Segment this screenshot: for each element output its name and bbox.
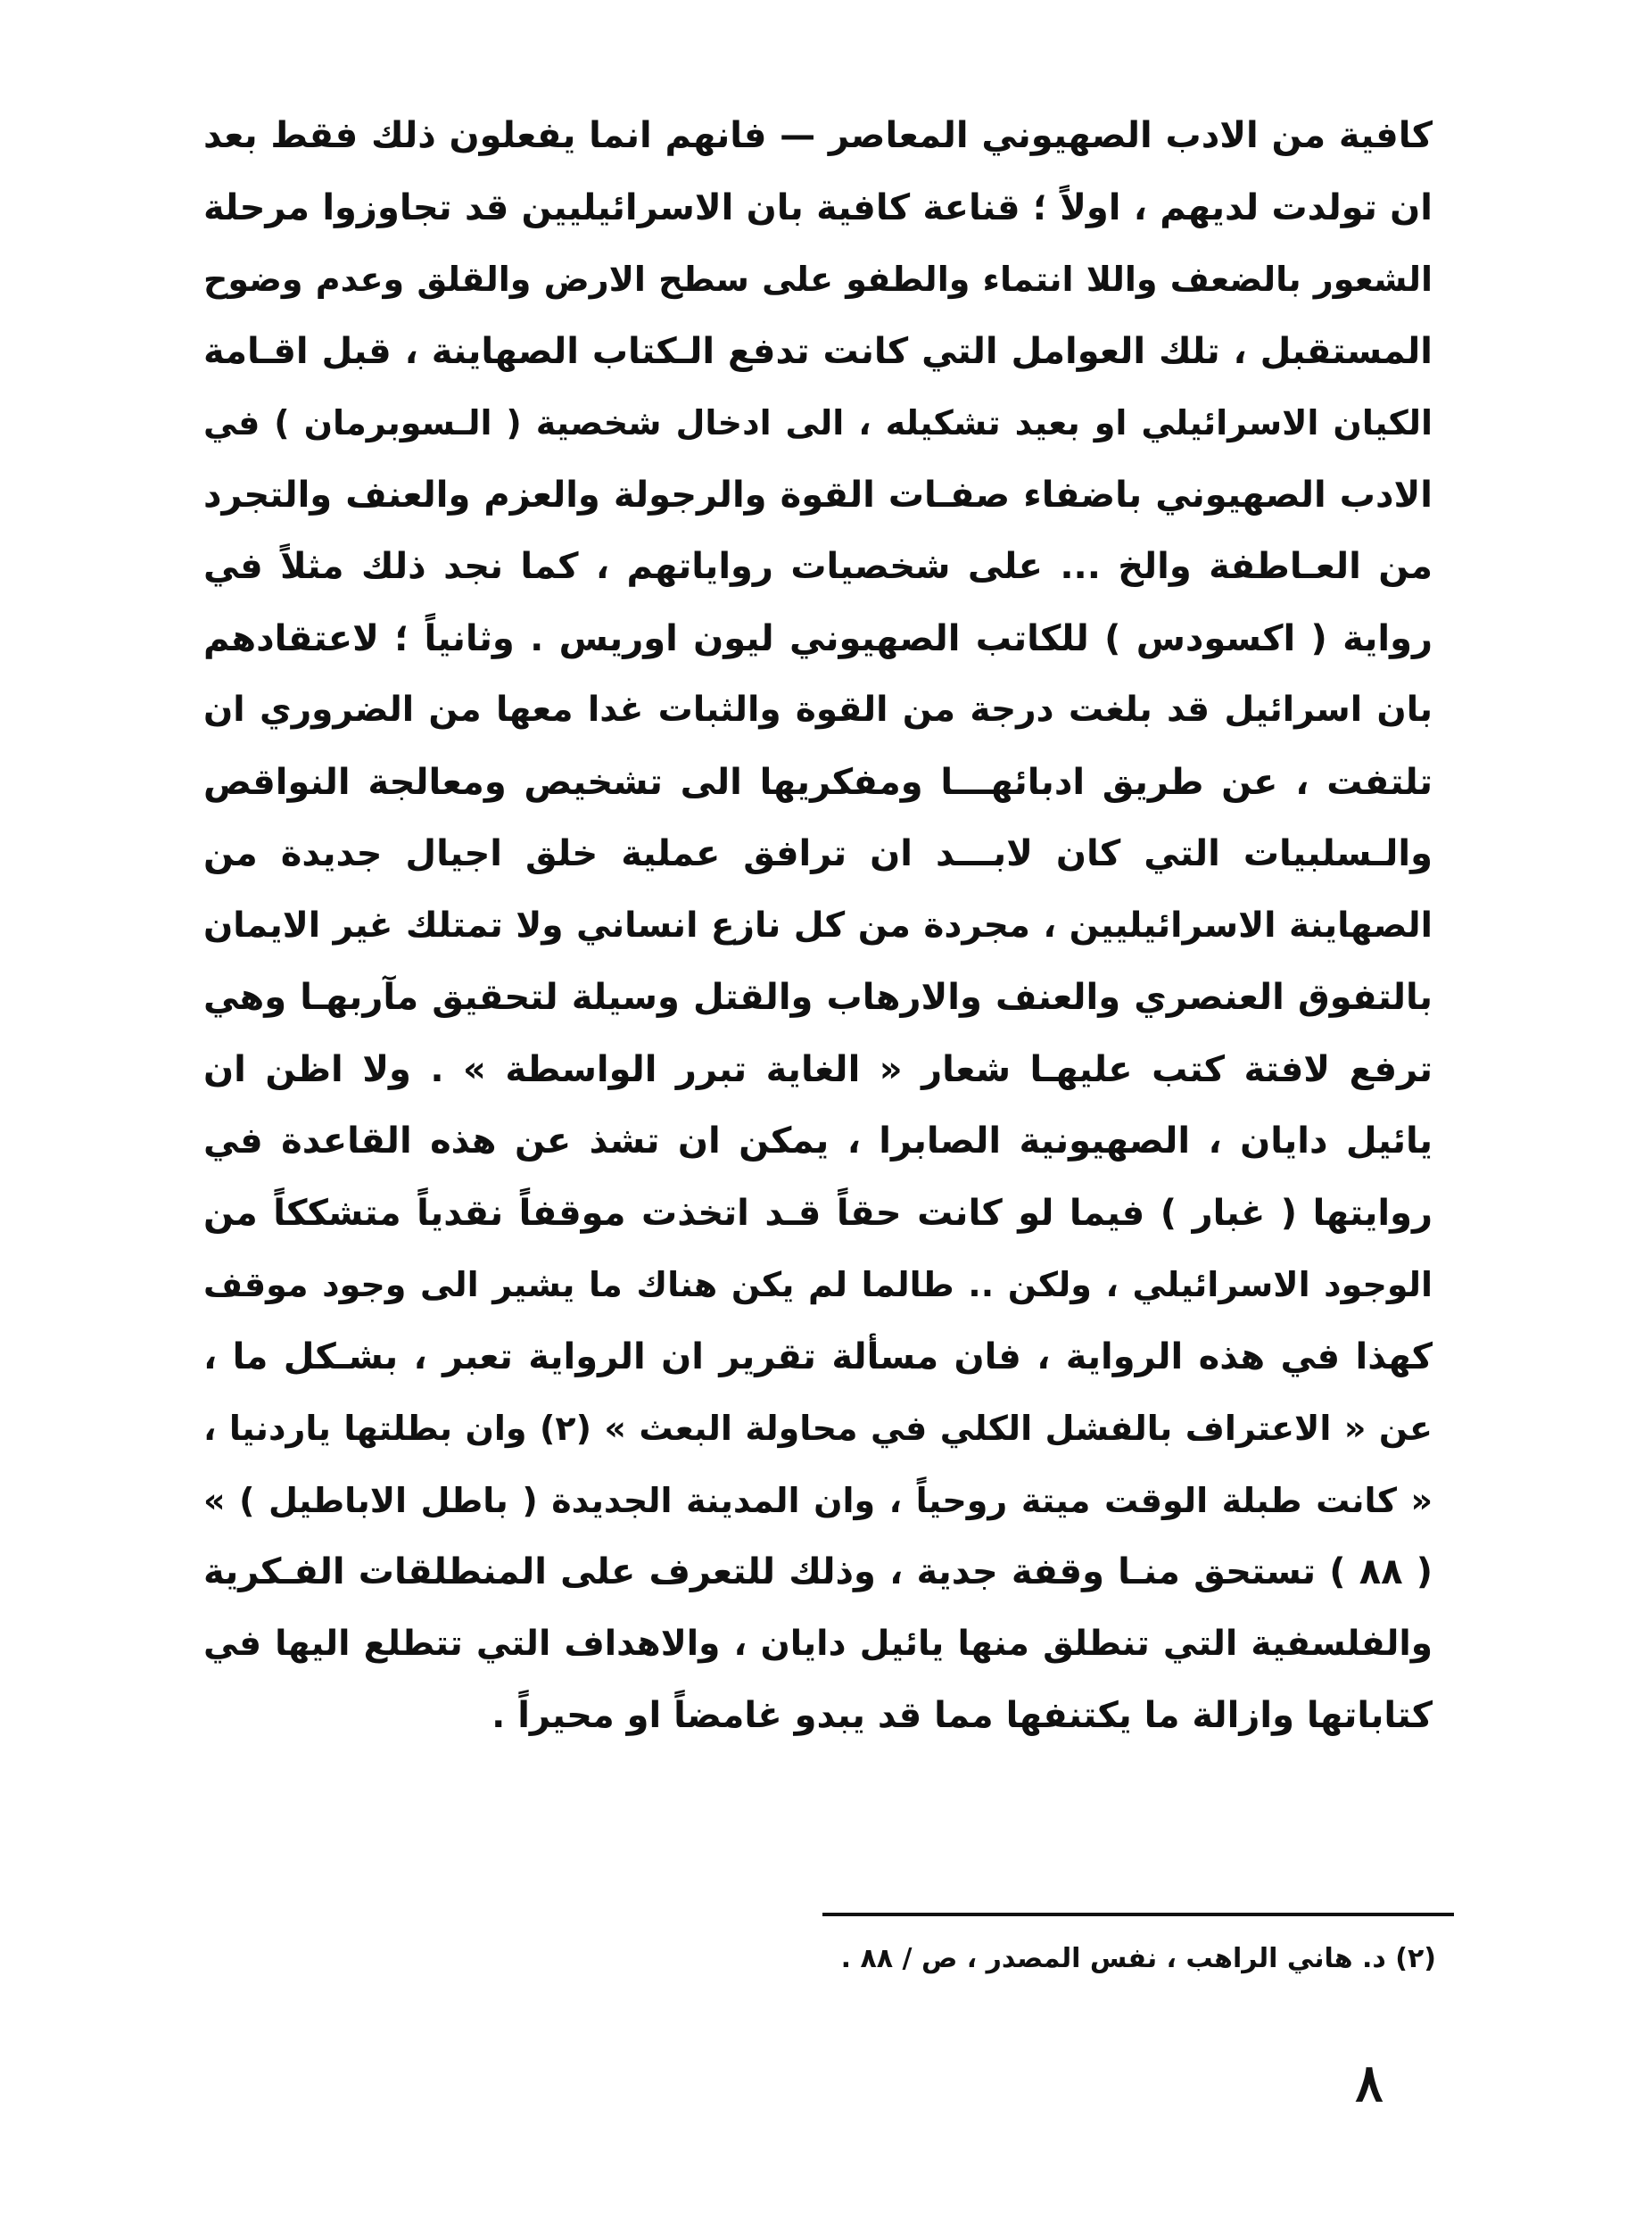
main-text-block bbox=[203, 100, 1433, 1752]
text-line: والفلسفية التي تنطلق منها يائيل دايان ، والاهداف التي تتطلع اليها في bbox=[203, 1623, 1433, 1664]
text-line: « كانت طبلة الوقت ميتة روحياً ، وان المدينة الجديدة ( باطل الاباطيل ) » bbox=[203, 1480, 1433, 1520]
text-line: ترفع لافتة كتب عليهـا شعار « الغاية تبرر الواسطة » . ولا اظن ان bbox=[203, 1048, 1433, 1090]
text-line: عن « الاعتراف بالفشل الكلي في محاولة البعث » (٢) وان بطلتها ياردنيا ، bbox=[203, 1409, 1433, 1448]
text-line: بان اسرائيل قد بلغت درجة من القوة والثبات غدا معها من الضروري ان bbox=[203, 690, 1433, 730]
text-line: من العـاطفة والخ ... على شخصيات رواياتهم ، كما نجد ذلك مثلاً في bbox=[203, 546, 1433, 587]
text-line: الادب الصهيوني باضفاء صفـات القوة والرجولة والعزم والعنف والتجرد bbox=[203, 474, 1433, 516]
text-line: كتاباتها وازالة ما يكتنفها مما قد يبدو غامضاً او محيراً . bbox=[491, 1695, 1433, 1736]
text-line: كافية من الادب الصهيوني المعاصر — فانهم انما يفعلون ذلك فقط بعد bbox=[203, 115, 1433, 156]
text-line: الكيان الاسرائيلي او بعيد تشكيله ، الى ادخال شخصية ( الـسوبرمان ) في bbox=[203, 403, 1433, 442]
page-number: ٨ bbox=[1355, 2053, 1384, 2113]
text-line: الصهاينة الاسرائيليين ، مجردة من كل نازع انساني ولا تمتلك غير الايمان bbox=[203, 905, 1433, 946]
text-line: روايتها ( غبار ) فيما لو كانت حقاً قـد اتخذت موقفاً نقدياً متشككاً من bbox=[203, 1192, 1433, 1234]
text-line: الشعور بالضعف واللا انتماء والطفو على سطح الارض والقلق وعدم وضوح bbox=[203, 260, 1433, 299]
text-line: والـسلبيات التي كان لابـــد ان ترافق عملية خلق اجيال جديدة من bbox=[203, 833, 1433, 874]
text-line: رواية ( اكسودس ) للكاتب الصهيوني ليون اوريس . وثانياً ؛ لاعتقادهم bbox=[203, 617, 1433, 659]
text-line: ( ٨٨ ) تستحق منـا وقفة جدية ، وذلك للتعرف على المنطلقات الفـكرية bbox=[203, 1551, 1433, 1592]
text-line: تلتفت ، عن طريق ادبائهـــا ومفكريها الى تشخيص ومعالجة النواقص bbox=[203, 761, 1433, 803]
text-line: يائيل دايان ، الصهيونية الصابرا ، يمكن ان تشذ عن هذه القاعدة في bbox=[203, 1120, 1433, 1162]
footnote: (٢) د. هاني الراهب ، نفس المصدر ، ص / ٨٨ . bbox=[840, 1943, 1436, 1974]
text-line: الوجود الاسرائيلي ، ولكن .. طالما لم يكن هناك ما يشير الى وجود موقف bbox=[203, 1265, 1433, 1304]
text-line: بالتفوق العنصري والعنف والارهاب والقتل وسيلة لتحقيق مآربهـا وهي bbox=[203, 977, 1433, 1018]
text-line: ان تولدت لديهم ، اولاً ؛ قناعة كافية بان الاسرائيليين قد تجاوزوا مرحلة bbox=[203, 186, 1433, 228]
text-line: كهذا في هذه الرواية ، فان مسألة تقرير ان الرواية تعبر ، بشـكل ما ، bbox=[203, 1335, 1433, 1377]
text-line: المستقبل ، تلك العوامل التي كانت تدفع الـكتاب الصهاينة ، قبل اقـامة bbox=[203, 330, 1433, 372]
footnote-separator-rule bbox=[822, 1913, 1454, 1916]
